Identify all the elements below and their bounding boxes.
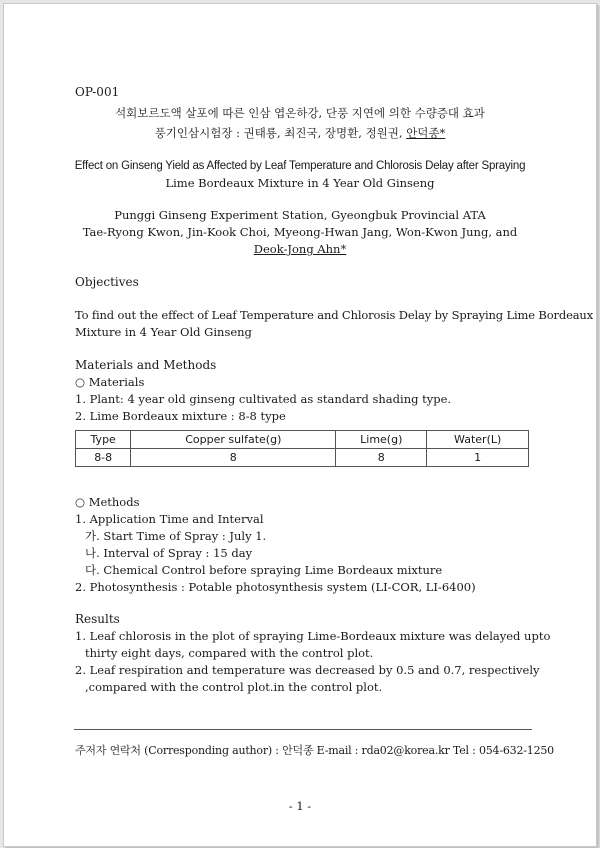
affiliation: Punggi Ginseng Experiment Station, Gyeongbuk Provincial ATA xyxy=(114,208,486,222)
materials-item-2: 2. Lime Bordeaux mixture : 8-8 type xyxy=(75,409,286,423)
results-item-2-line2: ,compared with the control plot.in the control plot. xyxy=(85,680,383,694)
objectives-text-line2: Mixture in 4 Year Old Ginseng xyxy=(75,325,252,339)
footer-divider xyxy=(74,729,532,730)
authors-korean-corresponding: 안덕종* xyxy=(406,126,446,140)
results-item-2-line1: 2. Leaf respiration and temperature was decreased by 0.5 and 0.7, respectively xyxy=(75,663,540,677)
authors-english-line1: Tae-Ryong Kwon, Jin-Kook Choi, Myeong-Hwan Jang, Won-Kwon Jung, and xyxy=(82,225,518,239)
table-cell: 1 xyxy=(427,449,529,467)
objectives-text-line1: To find out the effect of Leaf Temperature and Chlorosis Delay by Spraying Lime Bordeaux xyxy=(75,308,594,322)
table-row xyxy=(76,449,529,467)
methods-item-1a: 가. Start Time of Spray : July 1. xyxy=(85,529,267,543)
materials-item-1: 1. Plant: 4 year old ginseng cultivated as standard shading type. xyxy=(75,392,452,406)
table-header-cell: Copper sulfate(g) xyxy=(131,431,336,449)
table-header-cell: Lime(g) xyxy=(336,431,427,449)
table-cell: 8-8 xyxy=(76,449,131,467)
methods-item-2: 2. Photosynthesis : Potable photosynthesis system (LI-COR, LI-6400) xyxy=(75,580,476,594)
corresponding-contact: 주저자 연락처 (Corresponding author) : 안덕종 E-mail : rda02@korea.kr Tel : 054-632-1250 xyxy=(75,744,554,757)
table-header-cell: Type xyxy=(76,431,131,449)
title-english-line1: Effect on Ginseng Yield as Affected by Leaf Temperature and Chlorosis Delay after Spraying xyxy=(74,160,526,172)
results-heading: Results xyxy=(75,612,120,626)
table-cell: 8 xyxy=(131,449,336,467)
title-korean: 석회보르도액 살포에 따른 인삼 엽온하강, 단풍 지연에 의한 수량증대 효과 xyxy=(115,106,485,120)
objectives-heading: Objectives xyxy=(75,275,139,289)
materials-methods-heading: Materials and Methods xyxy=(75,358,217,372)
document-page xyxy=(3,3,597,847)
materials-subheading: ○ Materials xyxy=(75,375,145,389)
table-cell: 8 xyxy=(336,449,427,467)
table-header-cell: Water(L) xyxy=(427,431,529,449)
methods-subheading: ○ Methods xyxy=(75,495,140,509)
authors-korean-names: 풍기인삼시험장 : 권태룡, 최진국, 장명환, 정원권, xyxy=(154,126,403,140)
authors-english-corresponding xyxy=(4,241,596,257)
table-header-row xyxy=(76,431,529,449)
methods-item-1: 1. Application Time and Interval xyxy=(75,512,264,526)
methods-item-1b: 나. Interval of Spray : 15 day xyxy=(85,546,253,560)
corresponding-author-name: Deok-Jong Ahn* xyxy=(253,242,347,256)
results-item-1-line1: 1. Leaf chlorosis in the plot of spraying Lime-Bordeaux mixture was delayed upto xyxy=(75,629,551,643)
methods-item-1c: 다. Chemical Control before spraying Lime Bordeaux mixture xyxy=(85,563,443,577)
results-item-1-line2: thirty eight days, compared with the control plot. xyxy=(85,646,374,660)
title-english-line2: Lime Bordeaux Mixture in 4 Year Old Ginseng xyxy=(165,176,435,190)
page-number: - 1 - xyxy=(288,799,312,813)
authors-korean xyxy=(4,125,596,141)
bordeaux-composition-table xyxy=(75,430,529,467)
abstract-code: OP-001 xyxy=(75,85,120,99)
